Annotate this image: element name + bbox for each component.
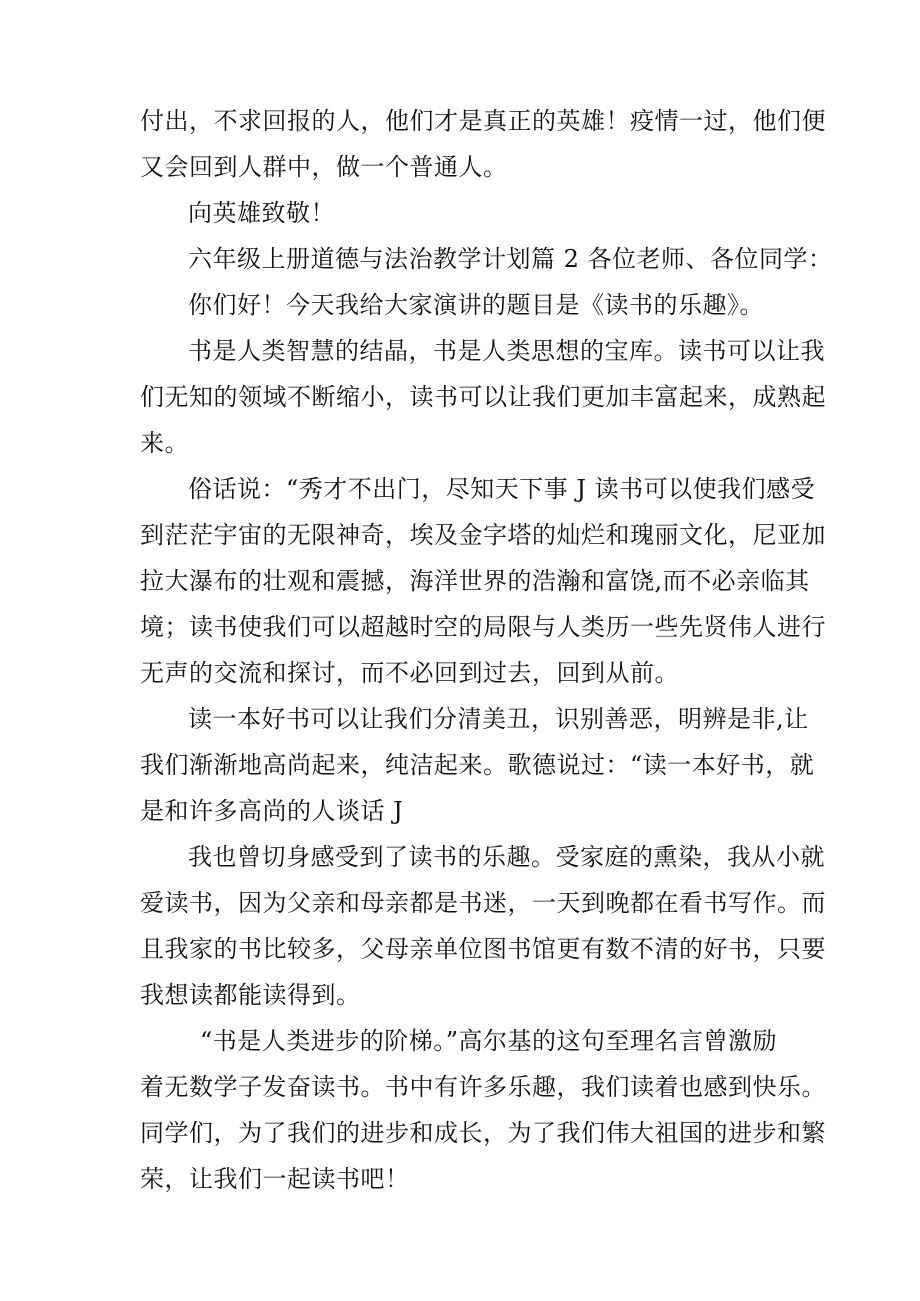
text-line: 境；读书使我们可以超越时空的局限与人类历一些先贤伟人进行 xyxy=(140,613,826,641)
text-line: “书是人类进步的阶梯。”高尔基的这句至理名言曾激励 xyxy=(200,1027,778,1055)
text-line: 你们好！今天我给大家演讲的题目是《读书的乐趣》。 xyxy=(188,291,764,319)
paragraph-good-book xyxy=(140,696,820,834)
text-line: 拉大瀑布的壮观和震撼，海洋世界的浩瀚和富饶,而不必亲临其 xyxy=(140,567,810,595)
section-heading: 六年级上册道德与法治教学计划篇 2 各位老师、各位同学： xyxy=(188,245,833,273)
paragraph-salute xyxy=(140,190,820,236)
text-line: 俗话说：“秀才不出门，尽知天下事 J 读书可以使我们感受 xyxy=(188,475,816,503)
text-line: 无声的交流和探讨，而不必回到过去，回到从前。 xyxy=(140,659,679,687)
text-line: 我也曾切身感受到了读书的乐趣。受家庭的熏染，我从小就 xyxy=(188,843,825,871)
paragraph-books-wisdom xyxy=(140,328,826,466)
paragraph-proverb xyxy=(140,466,826,696)
text-line: 我们渐渐地高尚起来，纯洁起来。歌德说过：“读一本好书，就 xyxy=(140,751,815,779)
text-line: 着无数学子发奋读书。书中有许多乐趣，我们读着也感到快乐。 xyxy=(140,1073,826,1101)
text-line: 付出，不求回报的人，他们才是真正的英雄！疫情一过，他们便 xyxy=(140,107,826,135)
text-line: 同学们，为了我们的进步和成长，为了我们伟大祖国的进步和繁 xyxy=(140,1119,826,1147)
text-line: 爱读书，因为父亲和母亲都是书迷，一天到晚都在看书写作。而 xyxy=(140,889,826,917)
text-line: 来。 xyxy=(140,429,189,457)
paragraph-gorky-quote xyxy=(140,1018,826,1202)
document-page xyxy=(140,98,833,1202)
paragraph-section-heading xyxy=(140,236,833,282)
text-line: 们无知的领域不断缩小，读书可以让我们更加丰富起来，成熟起 xyxy=(140,383,826,411)
text-line: 向英雄致敬！ xyxy=(188,199,335,227)
paragraph-personal-experience xyxy=(140,834,826,1018)
text-line: 读一本好书可以让我们分清美丑，识别善恶，明辨是非,让 xyxy=(188,705,809,733)
paragraph-greeting xyxy=(140,282,820,328)
text-line: 到茫茫宇宙的无限神奇，埃及金字塔的灿烂和瑰丽文化，尼亚加 xyxy=(140,521,826,549)
text-line: 是和许多高尚的人谈话 J xyxy=(140,797,404,825)
text-line: 我想读都能读得到。 xyxy=(140,981,361,1009)
paragraph-heroes-continued xyxy=(140,98,826,190)
text-line: 荣，让我们一起读书吧！ xyxy=(140,1165,410,1193)
text-line: 又会回到人群中，做一个普通人。 xyxy=(140,153,508,181)
text-line: 且我家的书比较多，父母亲单位图书馆更有数不清的好书，只要 xyxy=(140,935,826,963)
text-line: 书是人类智慧的结晶，书是人类思想的宝库。读书可以让我 xyxy=(188,337,825,365)
